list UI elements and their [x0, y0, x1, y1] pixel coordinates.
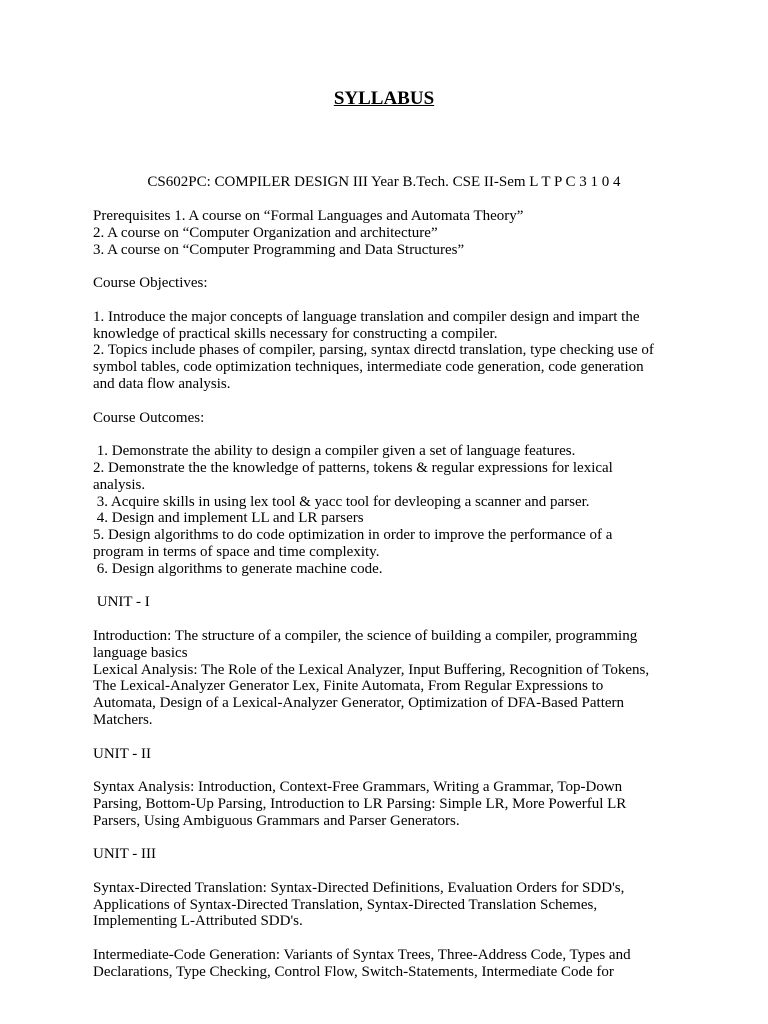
- unit-1-line: Introduction: The structure of a compiler, the science of building a compiler, programming: [93, 627, 638, 644]
- outcomes-block: [93, 443, 683, 577]
- intermediate-code-generation-block: [93, 947, 683, 981]
- prerequisite-line: Prerequisites 1. A course on “Formal Languages and Automata Theory”: [93, 208, 524, 224]
- unit-1-line: Matchers.: [93, 711, 153, 728]
- unit-3-content: [93, 880, 683, 930]
- prerequisite-line: 3. A course on “Computer Programming and Data Structures”: [93, 241, 465, 258]
- unit-3-line: Applications of Syntax-Directed Translation, Syntax-Directed Translation Schemes,: [93, 896, 598, 913]
- outcome-line: analysis.: [93, 476, 146, 493]
- prerequisite-line: 2. A course on “Computer Organization and architecture”: [93, 224, 438, 241]
- objective-line: and data flow analysis.: [93, 375, 231, 392]
- page-title: SYLLABUS: [333, 88, 435, 109]
- unit-2-line: Syntax Analysis: Introduction, Context-Free Grammars, Writing a Grammar, Top-Down: [93, 779, 623, 796]
- unit-2-line: Parsers, Using Ambiguous Grammars and Parser Generators.: [93, 812, 460, 829]
- outcome-line: 6. Design algorithms to generate machine code.: [93, 560, 383, 577]
- unit-1-line: The Lexical-Analyzer Generator Lex, Finite Automata, From Regular Expressions to: [93, 678, 604, 695]
- outcome-line: 3. Acquire skills in using lex tool & yacc tool for devleoping a scanner and parser.: [93, 493, 590, 510]
- unit-2-line: Parsing, Bottom-Up Parsing, Introduction to LR Parsing: Simple LR, More Powerful LR: [93, 795, 627, 812]
- prerequisites-block: [93, 208, 683, 258]
- unit-1-line: Lexical Analysis: The Role of the Lexical Analyzer, Input Buffering, Recognition of Tokens,: [93, 661, 650, 678]
- icg-line: Declarations, Type Checking, Control Flow, Switch-Statements, Intermediate Code for: [93, 963, 614, 980]
- unit-3-line: Syntax-Directed Translation: Syntax-Directed Definitions, Evaluation Orders for SDD's,: [93, 879, 625, 896]
- unit-1-line: Automata, Design of a Lexical-Analyzer Generator, Optimization of DFA-Based Pattern: [93, 695, 625, 712]
- outcome-line: 2. Demonstrate the the knowledge of patterns, tokens & regular expressions for lexical: [93, 459, 613, 476]
- outcome-line: program in terms of space and time complexity.: [93, 543, 380, 560]
- outcome-line: 5. Design algorithms to do code optimization in order to improve the performance of a: [93, 527, 613, 544]
- outcomes-heading: Course Outcomes:: [93, 409, 205, 426]
- objective-line: 1. Introduce the major concepts of language translation and compiler design and impart the: [93, 308, 640, 325]
- outcome-line: 1. Demonstrate the ability to design a compiler given a set of language features.: [93, 443, 576, 460]
- icg-line: Intermediate-Code Generation: Variants of Syntax Trees, Three-Address Code, Types and: [93, 947, 631, 964]
- unit-1-line: language basics: [93, 644, 188, 661]
- objectives-block: [93, 309, 683, 393]
- objectives-heading: Course Objectives:: [93, 275, 208, 292]
- objective-line: symbol tables, code optimization techniques, intermediate code generation, code generation: [93, 359, 644, 376]
- outcome-line: 4. Design and implement LL and LR parsers: [93, 510, 364, 527]
- course-header-line: CS602PC: COMPILER DESIGN III Year B.Tech. CSE II-Sem L T P C 3 1 0 4: [147, 174, 621, 190]
- unit-1-heading: UNIT - I: [93, 594, 150, 611]
- objective-line: 2. Topics include phases of compiler, parsing, syntax directd translation, type checking use of: [93, 342, 654, 359]
- objective-line: knowledge of practical skills necessary for constructing a compiler.: [93, 325, 498, 342]
- unit-1-content: [93, 628, 683, 729]
- document-body: [93, 208, 683, 981]
- unit-2-heading: UNIT - II: [93, 745, 152, 762]
- unit-2-content: [93, 779, 683, 829]
- unit-3-line: Implementing L-Attributed SDD's.: [93, 913, 303, 930]
- unit-3-heading: UNIT - III: [93, 846, 157, 863]
